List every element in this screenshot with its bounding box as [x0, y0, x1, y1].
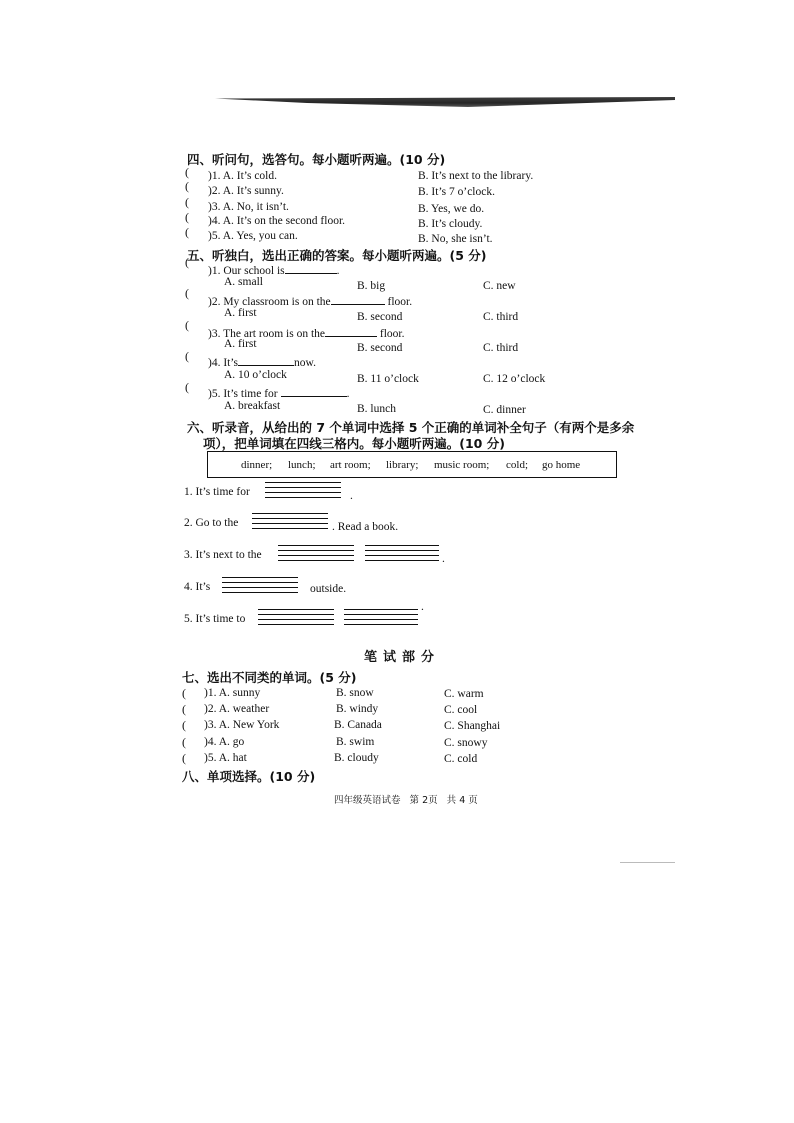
part6-heading-line2: 项），把单词填在四线三格内。每小题听两遍。(10 分)	[203, 436, 505, 451]
word-bank-word: go home	[542, 459, 581, 471]
question-text: )5. It’s time for .	[208, 384, 350, 400]
option-c: C. cold	[444, 753, 478, 765]
option-c: C. Shanghai	[444, 720, 501, 732]
option-a: )2. A. It’s sunny.	[208, 185, 284, 197]
option-a: )4. A. go	[204, 736, 245, 748]
answer-paren[interactable]: (	[185, 195, 189, 209]
option-a: )1. A. sunny	[204, 687, 261, 699]
option-b: B. lunch	[357, 403, 396, 415]
answer-blank[interactable]	[285, 261, 337, 274]
word-bank-word: library;	[386, 459, 419, 471]
answer-paren[interactable]: (	[185, 179, 189, 193]
answer-blank[interactable]	[331, 292, 385, 305]
option-c: C. dinner	[483, 404, 526, 416]
word-bank-word: music room;	[434, 459, 490, 471]
option-c: C. snowy	[444, 737, 488, 749]
answer-paren[interactable]: (	[185, 225, 189, 239]
answer-paren[interactable]: (	[182, 751, 186, 765]
four-line-grid[interactable]	[365, 545, 439, 561]
question-text: )2. My classroom is on the floor.	[208, 292, 412, 308]
word-bank-box	[207, 451, 617, 478]
part6-heading-line1: 六、听录音，从给出的 7 个单词中选择 5 个正确的单词补全句子（有两个是多余	[187, 420, 635, 435]
answer-paren[interactable]: (	[185, 318, 189, 332]
four-line-grid[interactable]	[252, 513, 328, 529]
option-a: A. 10 o’clock	[224, 369, 287, 381]
answer-paren[interactable]: (	[185, 286, 189, 300]
answer-paren[interactable]: (	[182, 718, 186, 732]
option-b: B. It’s next to the library.	[418, 170, 534, 182]
answer-paren[interactable]: (	[185, 165, 189, 179]
word-bank-word: cold;	[506, 459, 528, 471]
sentence-text: 1. It’s time for	[184, 486, 250, 498]
option-c: C. warm	[444, 688, 484, 700]
part8-heading: 八、单项选择。(10 分)	[182, 769, 316, 784]
word-bank-word: art room;	[330, 459, 371, 471]
option-a: )4. A. It’s on the second floor.	[208, 215, 346, 227]
option-b: B. windy	[336, 703, 379, 715]
sentence-text: 5. It’s time to	[184, 613, 246, 625]
sentence-text: 2. Go to the	[184, 517, 239, 529]
option-c: C. third	[483, 342, 519, 354]
option-a: )1. A. It’s cold.	[208, 170, 277, 182]
option-b: B. It’s 7 o’clock.	[418, 186, 495, 198]
option-c: C. 12 o’clock	[483, 373, 546, 385]
scan-shadow	[215, 97, 675, 107]
four-line-grid[interactable]	[344, 609, 418, 625]
option-b: B. big	[357, 280, 386, 292]
sentence-end: .	[421, 601, 424, 613]
answer-blank[interactable]	[325, 324, 377, 337]
option-a: )5. A. Yes, you can.	[208, 230, 298, 242]
question-text: )3. The art room is on the floor.	[208, 324, 404, 340]
answer-paren[interactable]: (	[182, 735, 186, 749]
page-footer: 四年级英语试卷 第 2页 共 4 页	[334, 795, 478, 806]
option-b: B. 11 o’clock	[357, 373, 419, 385]
answer-paren[interactable]: (	[185, 255, 189, 269]
scan-artifact-line	[620, 862, 675, 863]
four-line-grid[interactable]	[265, 482, 341, 498]
four-line-grid[interactable]	[222, 577, 298, 593]
answer-blank[interactable]	[281, 384, 347, 397]
option-b: B. Canada	[334, 719, 382, 731]
option-b: B. cloudy	[334, 752, 379, 764]
written-section-title: 笔试部分	[364, 650, 441, 665]
option-a: A. first	[224, 307, 257, 319]
four-line-grid[interactable]	[278, 545, 354, 561]
option-c: C. new	[483, 280, 516, 292]
option-a: )3. A. No, it isn’t.	[208, 201, 289, 213]
answer-blank[interactable]	[238, 353, 294, 366]
sentence-end: outside.	[310, 583, 347, 595]
option-b: B. second	[357, 311, 403, 323]
answer-paren[interactable]: (	[185, 380, 189, 394]
option-c: C. third	[483, 311, 519, 323]
question-text: )1. Our school is .	[208, 261, 340, 277]
option-c: C. cool	[444, 704, 478, 716]
part4-heading: 四、听问句，选答句。每小题听两遍。(10 分)	[187, 152, 446, 167]
part5-heading: 五、听独白，选出正确的答案。每小题听两遍。(5 分)	[187, 248, 487, 263]
part7-heading: 七、选出不同类的单词。(5 分)	[182, 670, 357, 685]
four-line-grid[interactable]	[258, 609, 334, 625]
answer-paren[interactable]: (	[182, 686, 186, 700]
question-text: )4. It’s now.	[208, 353, 316, 369]
option-a: )3. A. New York	[204, 719, 280, 731]
answer-paren[interactable]: (	[185, 210, 189, 224]
option-b: B. It’s cloudy.	[418, 218, 483, 230]
sentence-end: . Read a book.	[332, 521, 399, 533]
answer-paren[interactable]: (	[185, 349, 189, 363]
option-a: A. first	[224, 338, 257, 350]
sentence-end: .	[350, 490, 353, 502]
word-bank-word: dinner;	[241, 459, 273, 471]
option-b: B. snow	[336, 687, 374, 699]
answer-paren[interactable]: (	[182, 702, 186, 716]
option-a: A. small	[224, 276, 263, 288]
option-b: B. second	[357, 342, 403, 354]
option-a: )5. A. hat	[204, 752, 247, 764]
sentence-end: .	[442, 553, 445, 565]
option-b: B. No, she isn’t.	[418, 233, 493, 245]
option-a: A. breakfast	[224, 400, 281, 412]
word-bank-word: lunch;	[288, 459, 316, 471]
option-b: B. swim	[336, 736, 375, 748]
option-b: B. Yes, we do.	[418, 203, 485, 215]
sentence-text: 3. It’s next to the	[184, 549, 262, 561]
option-a: )2. A. weather	[204, 703, 270, 715]
sentence-text: 4. It’s	[184, 581, 211, 593]
